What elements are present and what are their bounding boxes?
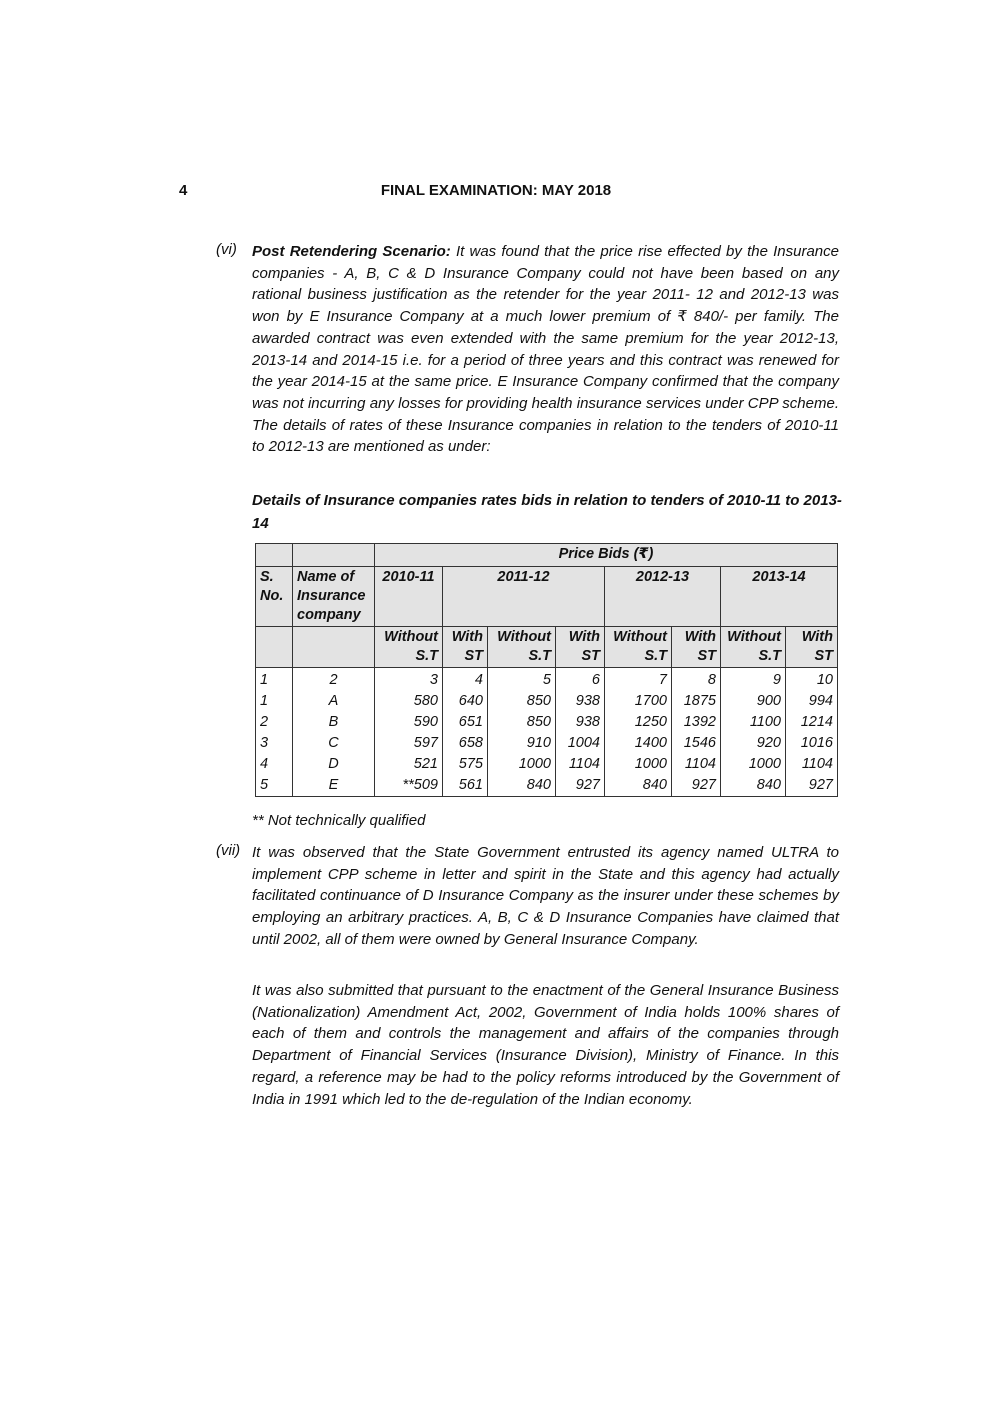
bid-cell: 994 bbox=[786, 691, 838, 712]
bid-cell: 1392 bbox=[672, 712, 721, 733]
bid-cell: 910 bbox=[488, 733, 556, 754]
bid-cell: 561 bbox=[443, 775, 488, 797]
bid-cell: 651 bbox=[443, 712, 488, 733]
bid-cell: 597 bbox=[375, 733, 443, 754]
bid-cell: 927 bbox=[786, 775, 838, 797]
bid-cell: 1000 bbox=[605, 754, 672, 775]
sno-cell: 4 bbox=[256, 754, 293, 775]
sno-cell: 5 bbox=[256, 775, 293, 797]
bid-cell: 4 bbox=[443, 668, 488, 692]
bid-cell: 1700 bbox=[605, 691, 672, 712]
table-row bbox=[256, 668, 838, 692]
bid-cell: 1875 bbox=[672, 691, 721, 712]
year-header: 2012-13 bbox=[605, 567, 721, 627]
header-blank-cell bbox=[293, 627, 375, 668]
bid-cell: 840 bbox=[721, 775, 786, 797]
company-cell: B bbox=[293, 712, 375, 733]
bid-cell: 1104 bbox=[672, 754, 721, 775]
company-cell: 2 bbox=[293, 668, 375, 692]
header-blank-cell bbox=[293, 544, 375, 567]
bid-cell: 1000 bbox=[488, 754, 556, 775]
bid-cell: 658 bbox=[443, 733, 488, 754]
table-footnote: ** Not technically qualified bbox=[252, 812, 426, 829]
bid-cell: 9 bbox=[721, 668, 786, 692]
section-vii-paragraph-1: It was observed that the State Government entrusted its agency named ULTRA to implement CPP scheme in letter and spirit in the State and this agency had actually facilitated continuance of D Insurance Company as the insurer under these schemes by employing an arbitrary practices. A, B, C & D Insurance Companies have claimed that until 2002, all of them were owned by General Insurance Company. bbox=[252, 844, 839, 948]
section-vii-marker: (vii) bbox=[216, 842, 241, 859]
bid-cell: 575 bbox=[443, 754, 488, 775]
section-vi-text: It was found that the price rise effected by the Insurance companies - A, B, C & D Insurance Company could not have been based on any rational business justification as the retender for the year 2011- 12 and 2012-13 was won by E Insurance Company at a much lower premium of ₹ 840/- per family. The awarded contract was even extended with the same premium for the year 2012-13, 2013-14 and 2014-15 i.e. for a period of three years and this contract was renewed for the year 2014-15 at the same price. E Insurance Company confirmed that the company was not incurring any losses for providing health insurance services under CPP scheme. The details of rates of these Insurance companies in relation to the tenders of 2010-11 to 2012-13 are mentioned as under: bbox=[252, 243, 839, 456]
table-row bbox=[256, 733, 838, 754]
company-name-header: Name of Insurance company bbox=[293, 567, 375, 627]
with-st-header: With ST bbox=[556, 627, 605, 668]
bid-cell: 1250 bbox=[605, 712, 672, 733]
table-row bbox=[256, 775, 838, 797]
bid-cell: **509 bbox=[375, 775, 443, 797]
bid-cell: 1104 bbox=[786, 754, 838, 775]
company-cell: D bbox=[293, 754, 375, 775]
sno-cell: 1 bbox=[256, 691, 293, 712]
bid-cell: 900 bbox=[721, 691, 786, 712]
section-vi-marker: (vi) bbox=[216, 241, 237, 258]
header-blank-cell bbox=[256, 544, 293, 567]
bid-cell: 1104 bbox=[556, 754, 605, 775]
with-st-header: With ST bbox=[672, 627, 721, 668]
section-vi-heading: Post Retendering Scenario: bbox=[252, 243, 451, 260]
bid-cell: 3 bbox=[375, 668, 443, 692]
bid-cell: 1100 bbox=[721, 712, 786, 733]
bid-cell: 7 bbox=[605, 668, 672, 692]
bid-cell: 1016 bbox=[786, 733, 838, 754]
bid-cell: 5 bbox=[488, 668, 556, 692]
year-header: 2013-14 bbox=[721, 567, 838, 627]
bid-cell: 927 bbox=[556, 775, 605, 797]
table-row bbox=[256, 691, 838, 712]
page-number: 4 bbox=[179, 182, 188, 199]
bid-cell: 1546 bbox=[672, 733, 721, 754]
bid-cell: 590 bbox=[375, 712, 443, 733]
bid-cell: 521 bbox=[375, 754, 443, 775]
company-cell: E bbox=[293, 775, 375, 797]
table-row bbox=[256, 712, 838, 733]
header-blank-cell bbox=[256, 627, 293, 668]
company-cell: A bbox=[293, 691, 375, 712]
without-st-header: Without S.T bbox=[488, 627, 556, 668]
bid-cell: 8 bbox=[672, 668, 721, 692]
bid-cell: 840 bbox=[605, 775, 672, 797]
bid-cell: 840 bbox=[488, 775, 556, 797]
bid-cell: 1004 bbox=[556, 733, 605, 754]
sno-header: S. No. bbox=[256, 567, 293, 627]
company-cell: C bbox=[293, 733, 375, 754]
sno-cell: 2 bbox=[256, 712, 293, 733]
sno-cell: 1 bbox=[256, 668, 293, 692]
bid-cell: 1000 bbox=[721, 754, 786, 775]
running-header: FINAL EXAMINATION: MAY 2018 bbox=[380, 182, 612, 199]
price-bids-table bbox=[255, 543, 838, 797]
bid-cell: 10 bbox=[786, 668, 838, 692]
with-st-header: With ST bbox=[443, 627, 488, 668]
bid-cell: 920 bbox=[721, 733, 786, 754]
section-vii-paragraph-2: It was also submitted that pursuant to the enactment of the General Insurance Business (Nationalization) Amendment Act, 2002, Government of India holds 100% shares of each of them and controls the management and affairs of the companies through Department of Financial Services (Insurance Division), Ministry of Finance. In this regard, a reference may be had to the policy reforms introduced by the Government of India in 1991 which led to the de-regulation of the Indian economy. bbox=[252, 982, 839, 1108]
year-header: 2010-11 bbox=[375, 567, 443, 627]
table-title: Details of Insurance companies rates bids in relation to tenders of 2010-11 to 2013-14 bbox=[252, 492, 842, 532]
bid-cell: 1400 bbox=[605, 733, 672, 754]
bid-cell: 927 bbox=[672, 775, 721, 797]
bid-cell: 850 bbox=[488, 691, 556, 712]
section-vi-paragraph bbox=[252, 241, 839, 458]
bid-cell: 850 bbox=[488, 712, 556, 733]
table-body bbox=[256, 668, 838, 797]
bid-cell: 938 bbox=[556, 691, 605, 712]
without-st-header: Without S.T bbox=[375, 627, 443, 668]
without-st-header: Without S.T bbox=[605, 627, 672, 668]
bid-cell: 640 bbox=[443, 691, 488, 712]
table-row bbox=[256, 754, 838, 775]
without-st-header: Without S.T bbox=[721, 627, 786, 668]
year-header: 2011-12 bbox=[443, 567, 605, 627]
sno-cell: 3 bbox=[256, 733, 293, 754]
bid-cell: 1214 bbox=[786, 712, 838, 733]
bid-cell: 938 bbox=[556, 712, 605, 733]
bid-cell: 580 bbox=[375, 691, 443, 712]
price-bids-header: Price Bids (₹) bbox=[375, 544, 838, 567]
with-st-header: With ST bbox=[786, 627, 838, 668]
bid-cell: 6 bbox=[556, 668, 605, 692]
